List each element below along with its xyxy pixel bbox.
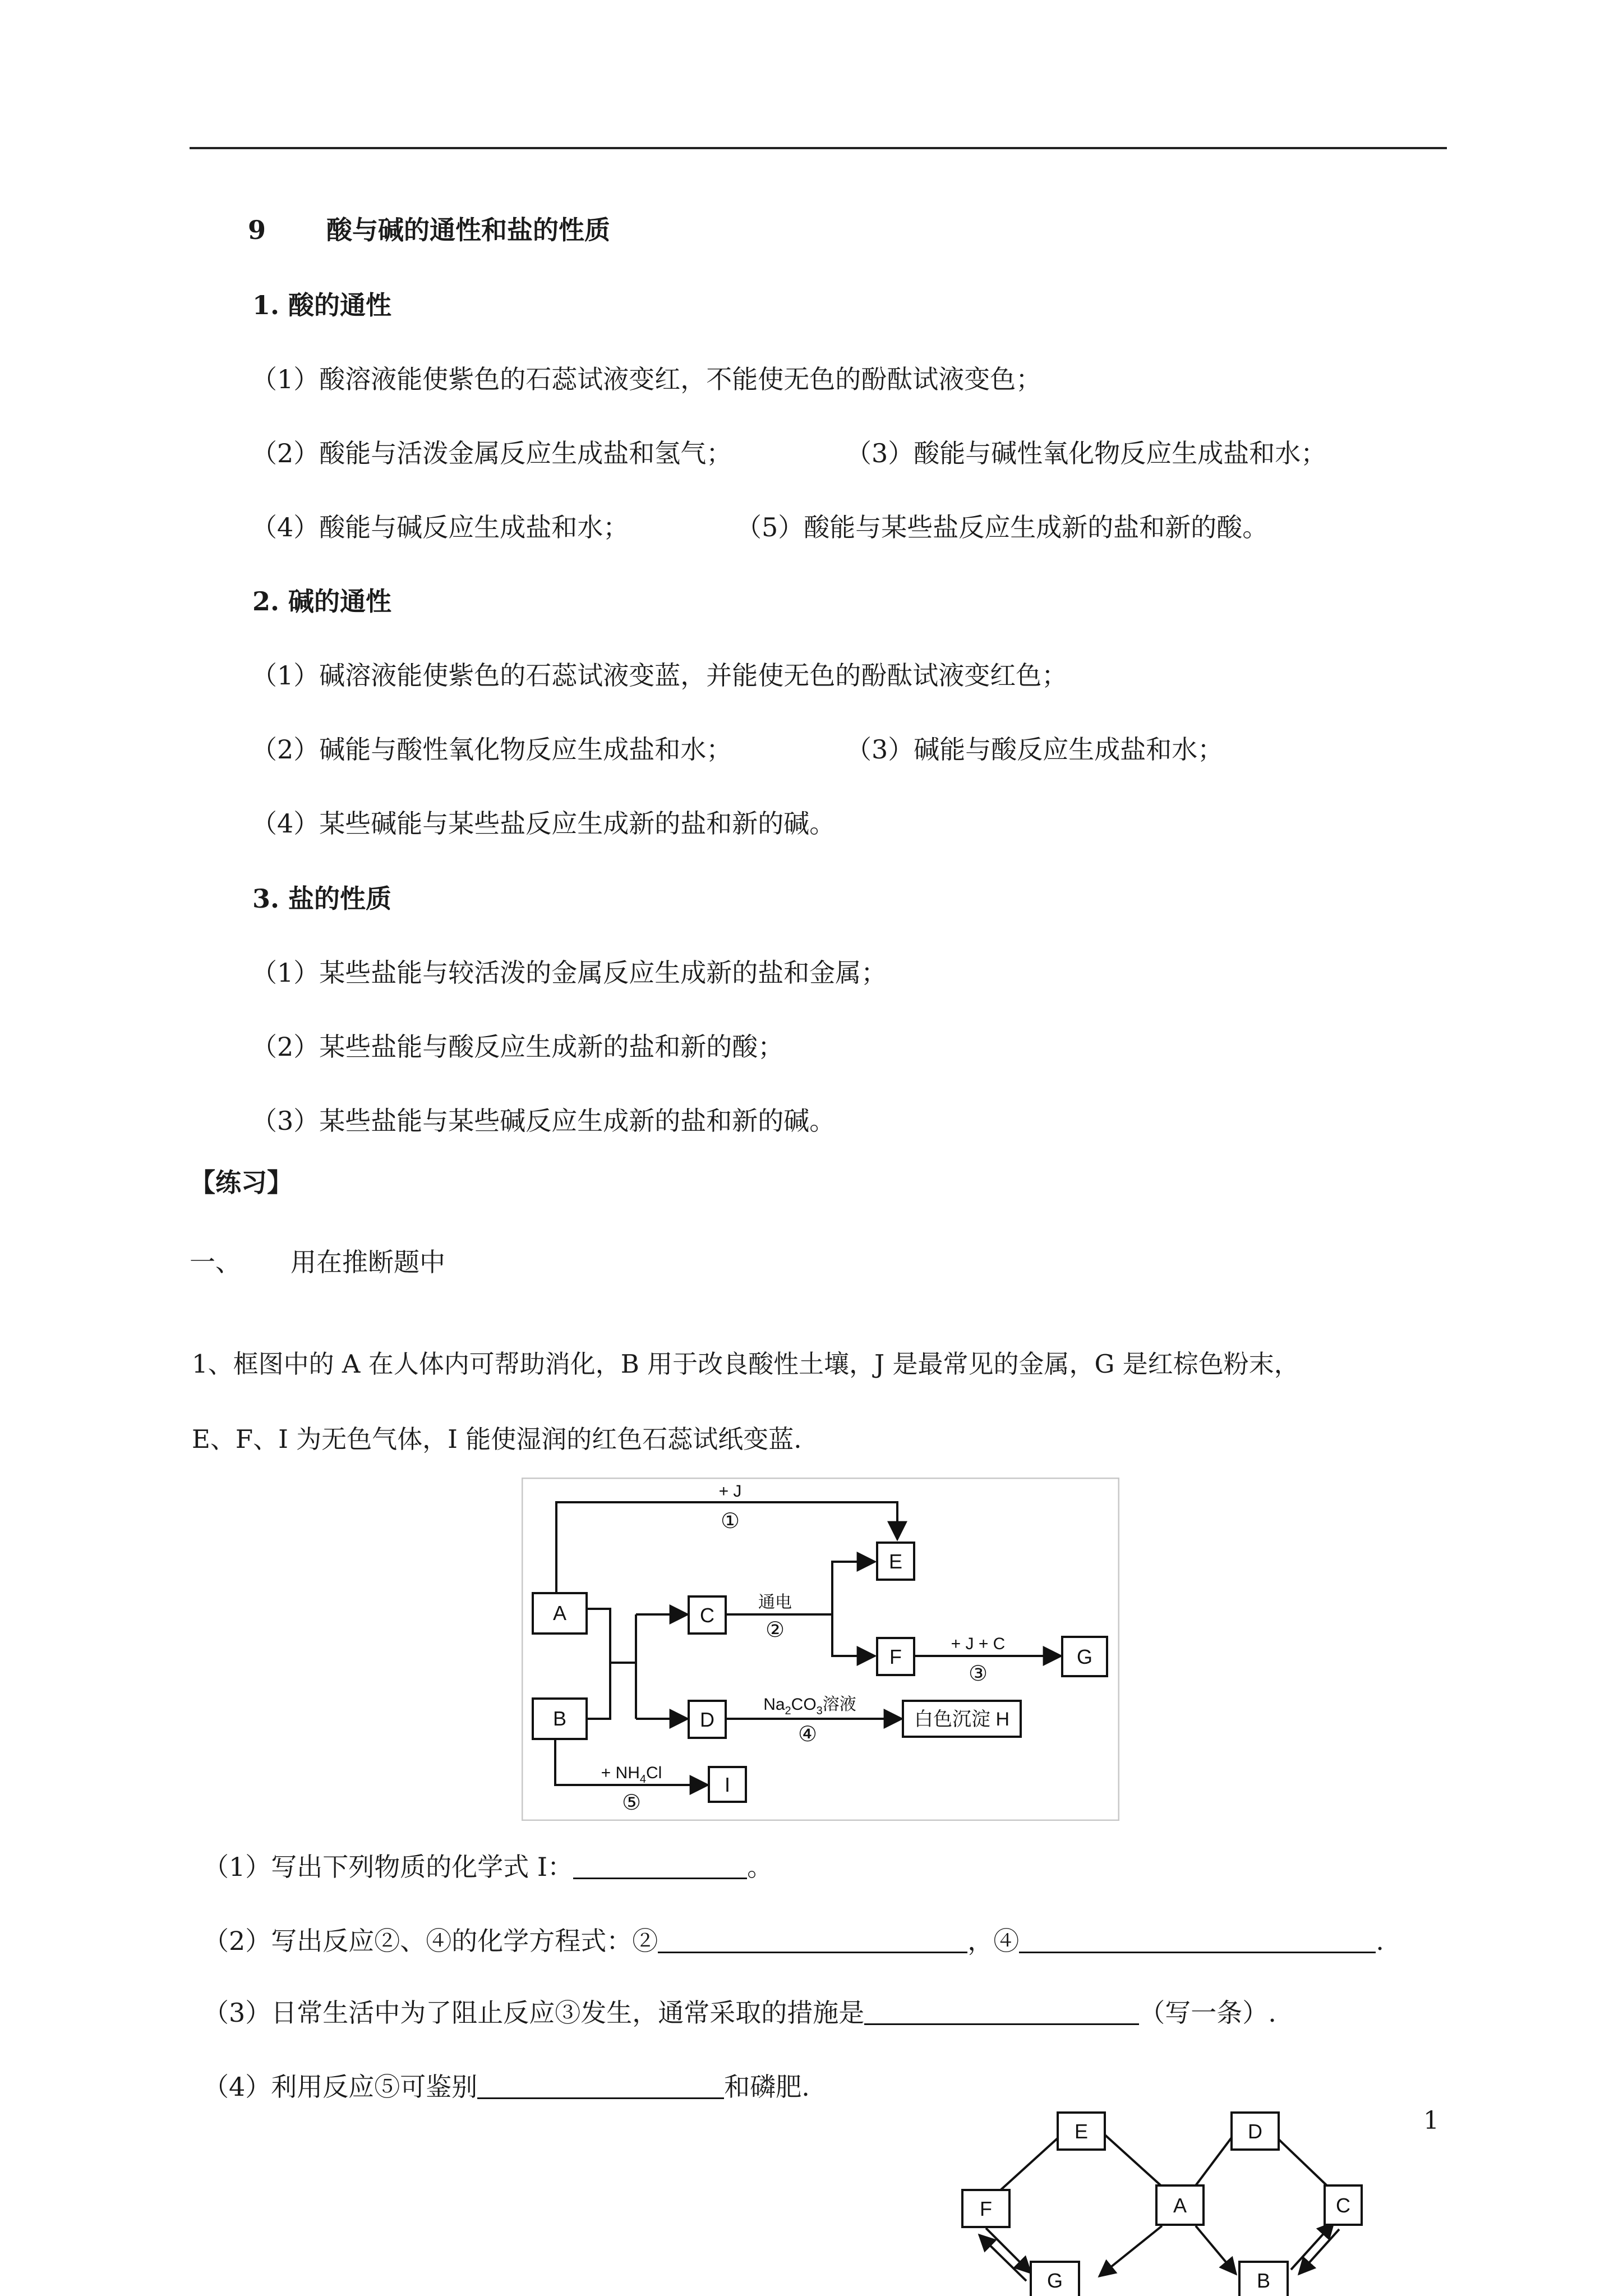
- q1-sub1-end: 。: [747, 1852, 773, 1882]
- header-rule: [190, 147, 1447, 149]
- base-item-4: （4）某些碱能与某些盐反应生成新的盐和新的碱。: [251, 808, 836, 839]
- part1-title: 用在推断题中: [291, 1247, 445, 1277]
- node-i: I: [724, 1773, 731, 1796]
- salt-item-2: （2）某些盐能与酸反应生成新的盐和新的酸；: [251, 1032, 784, 1062]
- node-d: D: [700, 1708, 714, 1731]
- q1-sub3-text: （3）日常生活中为了阻止反应③发生，通常采取的措施是: [203, 1998, 865, 2028]
- answer-blank-identify[interactable]: [477, 2072, 724, 2099]
- answer-blank-eq2[interactable]: [658, 1926, 967, 1953]
- r5-reagent: + $NH_4Cl$: [601, 1764, 662, 1786]
- r2-number: ②: [765, 1618, 785, 1642]
- base-item-3: （3）碱能与酸反应生成盐和水；: [846, 734, 1224, 765]
- d2-node-f: F: [980, 2197, 992, 2220]
- d2-node-e: E: [1074, 2120, 1089, 2143]
- practice-label: 【练习】: [190, 1167, 293, 1198]
- q1-sub2-mid: ，④: [967, 1926, 1020, 1956]
- q1-sub3-end: （写一条）.: [1139, 1998, 1276, 2028]
- r3-number: ③: [968, 1662, 988, 1686]
- q1-sub1-text: （1）写出下列物质的化学式 I：: [203, 1852, 574, 1882]
- node-b: B: [552, 1707, 567, 1730]
- acid-item-1: （1）酸溶液能使紫色的石蕊试液变红，不能使无色的酚酞试液变色；: [251, 364, 1042, 394]
- relation-diagram: [960, 2096, 1364, 2296]
- q1-sub4-text: （4）利用反应⑤可鉴别: [203, 2072, 478, 2102]
- answer-blank-eq4[interactable]: [1019, 1926, 1376, 1953]
- q1-sub3: [203, 1996, 1276, 2030]
- node-f: F: [889, 1645, 902, 1668]
- node-e: E: [888, 1550, 903, 1573]
- q1-sub2: [203, 1924, 1384, 1958]
- q1-sub4-end: 和磷肥.: [724, 2072, 810, 2102]
- answer-blank-measure[interactable]: [864, 1998, 1139, 2025]
- node-g: G: [1076, 1645, 1093, 1668]
- acid-item-3: （3）酸能与碱性氧化物反应生成盐和水；: [846, 438, 1327, 468]
- r1-reagent: + J: [718, 1482, 742, 1501]
- q1-stem-line1: 1、框图中的 A 在人体内可帮助消化，B 用于改良酸性土壤，J 是最常见的金属，G 是红棕色粉末，: [192, 1349, 1299, 1379]
- r1-number: ①: [720, 1510, 740, 1533]
- acid-item-2: （2）酸能与活泼金属反应生成盐和氢气；: [251, 438, 732, 468]
- node-c: C: [700, 1604, 714, 1627]
- q1-sub4: [203, 2070, 810, 2104]
- page-number: 1: [1423, 2106, 1439, 2135]
- d2-node-a: A: [1173, 2194, 1187, 2217]
- salt-item-1: （1）某些盐能与较活泼的金属反应生成新的盐和金属；: [251, 958, 887, 988]
- acid-item-5: （5）酸能与某些盐反应生成新的盐和新的酸。: [736, 512, 1269, 542]
- r5-number: ⑤: [621, 1791, 642, 1815]
- d2-node-g: G: [1046, 2269, 1063, 2292]
- r4-reagent: $Na_2CO_3$溶液: [763, 1695, 856, 1717]
- base-item-2: （2）碱能与酸性氧化物反应生成盐和水；: [251, 734, 732, 765]
- section-title: 酸与碱的通性和盐的性质: [326, 215, 610, 245]
- reaction-flow-diagram: [522, 1478, 1119, 1821]
- base-item-1: （1）碱溶液能使紫色的石蕊试液变蓝，并能使无色的酚酞试液变红色；: [251, 660, 1068, 691]
- node-a: A: [552, 1602, 567, 1625]
- q1-stem-line2: E、F、I 为无色气体，I 能使湿润的红色石蕊试纸变蓝.: [192, 1424, 802, 1454]
- node-h: 白色沉淀 H: [914, 1709, 1009, 1730]
- part1-label: 一、: [190, 1247, 241, 1277]
- q1-sub1: [203, 1850, 773, 1884]
- acid-item-4: （4）酸能与碱反应生成盐和水；: [251, 512, 629, 542]
- q1-sub2-end: .: [1376, 1926, 1384, 1956]
- salt-item-3: （3）某些盐能与某些碱反应生成新的盐和新的碱。: [251, 1106, 836, 1136]
- answer-blank-i[interactable]: [573, 1852, 747, 1879]
- r3-reagent: + J + C: [951, 1635, 1006, 1653]
- q1-sub2-text: （2）写出反应②、④的化学方程式：②: [203, 1926, 658, 1956]
- section-number: 9: [248, 215, 266, 245]
- r4-number: ④: [797, 1723, 818, 1746]
- d2-node-b: B: [1256, 2269, 1271, 2292]
- base-heading: 2. 碱的通性: [252, 586, 392, 616]
- salt-heading: 3. 盐的性质: [252, 884, 392, 914]
- d2-node-d: D: [1248, 2120, 1262, 2143]
- acid-heading: 1. 酸的通性: [252, 290, 392, 320]
- d2-node-c: C: [1336, 2194, 1350, 2217]
- r2-reagent: 通电: [758, 1593, 792, 1612]
